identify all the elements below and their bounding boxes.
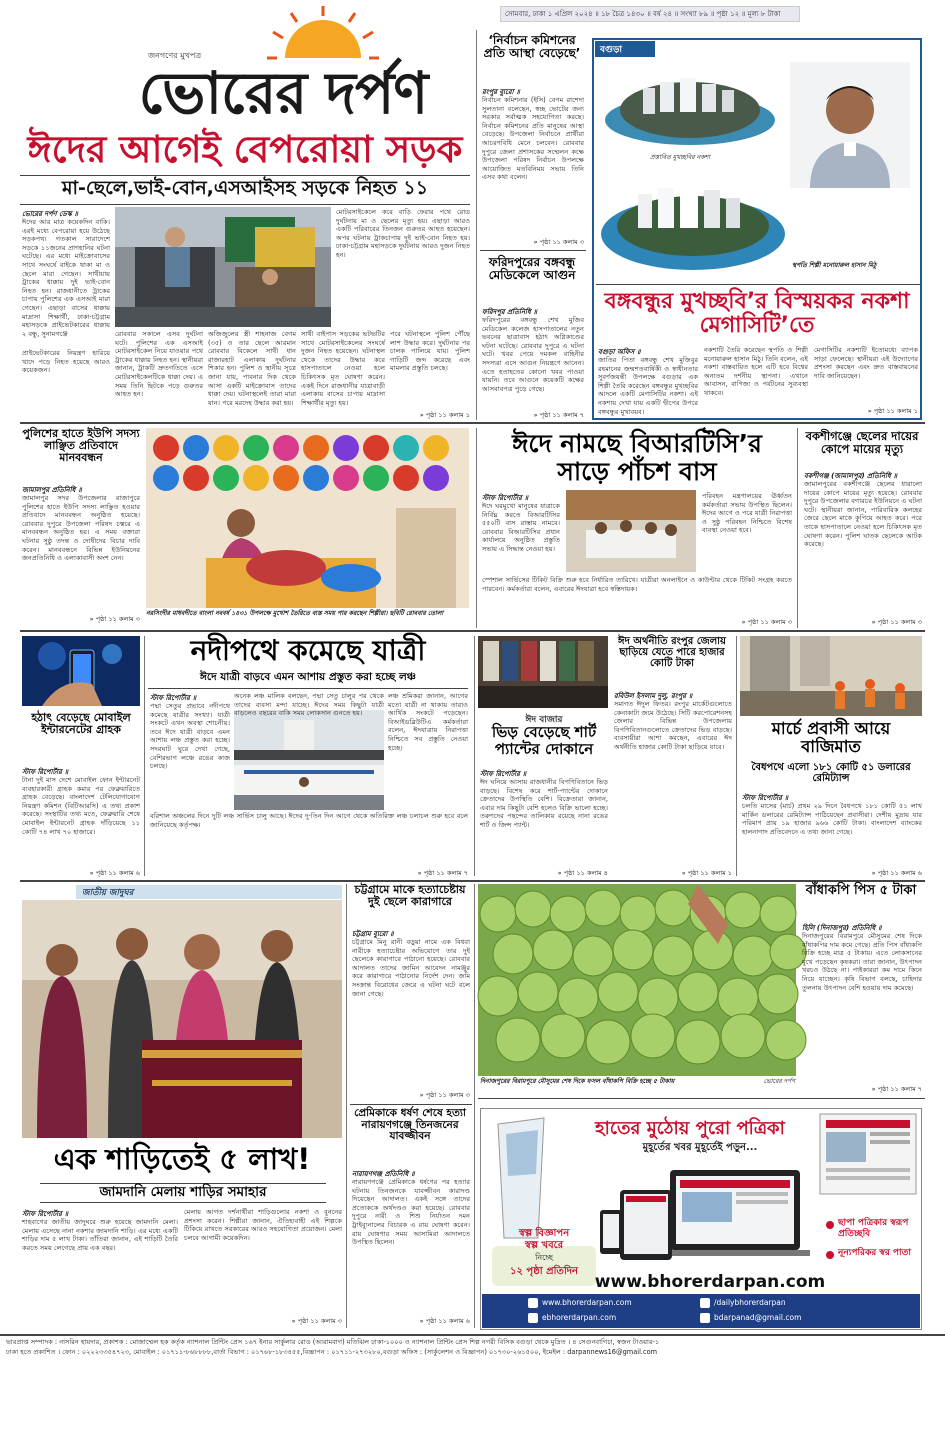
lead-col1: ঈদের আর মাত্র কয়েকদিন বাকি। এরই মধ্যে বেপরোয়া হয়ে উঠেছে সড়কপথ। গতকাল সারাদেশে সড়কে ১১জনের প্রাণহানির ঘটনা ঘটেছে। এর মধ্যে মাইক্রোবাসের সাথে সংঘর্ষে বাইকে থাকা মা ও ছেলে মারা গেছেন। সাথীয়ায় ট্রাকের ধাক্কায় দুই ভাই-বোন নিহত হন। রাজধানীতে ট্রাকের চাপায় পুলিশের এক এসআই মারা গেছেন। এছাড়া বাসের ধাক্কায় মাদ্রাসা শিক্ষার্থী, ঢাকা-চট্টগ্রাম মহাসড়কে প্রাইভেটকারের ধাক্কায় ২ বন্ধু, সুনামগঞ্জে: [22, 218, 110, 338]
up-body: জামালপুর সদর উপজেলার রাজাপুরে পুলিশের হাতে ইউপি সদস্য লাঞ্ছিত হওয়ার প্রতিবাদে মানববন্ধন অনুষ্ঠিত হয়েছে। রোববার দুপুরে উপজেলা পরিষদ চত্বরে এ মানববন্ধন অনুষ্ঠিত হয়। এ সময় বক্তারা ঘটনার সুষ্ঠু তদন্ত ও দোষীদের বিচার দাবি করেন। মানববন্ধনে বিভিন্ন ইউনিয়নের জনপ্রতিনিধি ও এলাকাবাসী অংশ নেন।: [22, 494, 140, 563]
river-body2: অনেক লঞ্চ মালিক বলছেন, পদ্মা সেতু চালুর পর থেকে তাদের ব্যবসা মন্দা যাচ্ছে। ঈদের সময় কিছুটা যাত্রী বাড়লেও বছরের বাকি সময় লোকসান গুনতে হয়।: [234, 692, 384, 718]
ad-s3[interactable]: ebhorerdarpan.com: [542, 1313, 617, 1322]
ad-feature2: নূন্যপরিকর স্বর পাতা: [838, 1248, 912, 1258]
ad-bubble1: স্বল্প বিজ্ঞাপন: [518, 1228, 570, 1239]
brtc-cont: » পৃষ্ঠা ১১ কলাম ৩: [741, 618, 792, 626]
lead-col4: অজিজুলের স্ত্রী শাহনাজ বেগম (৩৫) ও তার ছেলে আরমান রোববার বিকেলে সাথী ধান রাজারহাট এলাকায় দুর্ঘটনার শিকার হন। পুলিশ ও স্থানীয় সূত্রে জানা যায়, পাবনার দিক থেকে আসা একটি মাইক্রোবাস তাদের ধাক্কা দেয়। ঘটনাস্থলেই তারা মারা যান। পরে মরদেহ উদ্ধার করা হয়।: [208, 330, 296, 407]
cabbage-caption: দিনাজপুরের বিরামপুরে মৌসুমের শেষ দিকে ফসল বাঁধাকপি বিক্রি হচ্ছে ৫ টাকায়: [480, 1078, 675, 1085]
lead-col5: সাথী বাইপাস সড়কের ভটভটির সাথে মোটরসাইকেলের সংঘর্ষে দুজন নিহত হয়েছেন। ঘটনাস্থল থেকে তাদের উদ্ধার করে হাসপাতালে নেওয়া হলে চিকিৎসক মৃত ঘোষণা করেন। একই দিনে রাজধানীর যাত্রাবাড়ী এলাকায় বাসের চাপায় মাদ্রাসা শিক্ষার্থীর মৃত্যু হয়।: [301, 330, 385, 407]
bogura-caption-right: স্থপতি শিল্পী মনোয়ারুল হাসান মিঠু: [792, 262, 877, 269]
rangpur-byline: রবিউল ইসলাম দুলু, রংপুর ॥: [614, 692, 693, 700]
ad-subtitle: মুহূর্তের খবর মুহূর্তেই পড়ুন...: [642, 1142, 758, 1153]
election-cont: » পৃষ্ঠা ১১ কলাম ৩: [533, 238, 584, 246]
ad-rolled-paper: [488, 1114, 554, 1242]
lead-photo: [115, 207, 331, 327]
brtc-body3: স্পেশাল সার্ভিসের টিকিট বিক্রি শুরু হবে নির্ধারিত তারিখে। যাত্রীরা অনলাইনে ও কাউন্টার থেকে টিকিট সংগ্রহ করতে পারবেন। কর্মকর্তারা বলেন, এবারের ঈদযাত্রা হবে স্বস্তিদায়ক।: [482, 576, 792, 593]
bakshi-body: জামালপুরের বকশীগঞ্জে ছেলের ধারালো দায়ের কোপে মায়ের মৃত্যু হয়েছে। রোববার দুপুরে উপজেলার বগারচর ইউনিয়নে এ ঘটনা ঘটে। স্থানীয়রা জানান, পারিবারিক কলহের জেরে ছেলে মাকে কুপিয়ে আহত করে। পরে তাকে হাসপাতালে নেওয়া হলে চিকিৎসক মৃত ঘোষণা করেন। পুলিশ ঘাতক ছেলেকে আটক করেছে।: [804, 480, 922, 549]
bogura-render-bottom: [598, 164, 788, 274]
remit-body: চলতি মাসের (মার্চ) প্রথম ২৯ দিনে বৈধপথে ১৮১ কোটি ৫১ লাখ মার্কিন ডলারের রেমিট্যান্স পাঠিয়েছেন প্রবাসীরা। দেশীয় মুদ্রায় যার পরিমাণ প্রায় ১৯ হাজার ৯৬৬ কোটি টাকা। বাংলাদেশ ব্যাংকের হালনাগাদ প্রতিবেদনে এ তথ্য জানা গেছে।: [742, 802, 922, 836]
mobile-cont: » পৃষ্ঠা ১১ কলাম ৬: [89, 869, 140, 877]
lead-subhead: মা-ছেলে,ভাই-বোন,এসআইসহ সড়কে নিহত ১১: [61, 177, 429, 199]
museum-photo: [22, 900, 342, 1138]
museum-subhead: জামদানি মেলায় শাড়ির সমাহার: [99, 1184, 267, 1200]
bakshi-headline: বকশীগঞ্জে ছেলের দায়ের কোপে মায়ের মৃত্যু: [805, 429, 919, 456]
web-icon: [528, 1298, 538, 1308]
shirt-cont: » পৃষ্ঠা ১১ কলাম ৪: [557, 869, 608, 877]
river-byline: স্টাফ রিপোর্টার ॥: [150, 694, 197, 702]
brtc-body2: পরিবহন মন্ত্রণালয়ের ঊর্ধ্বতন কর্মকর্তারা সভায় উপস্থিত ছিলেন। ঈদের আগে ও পরে যাত্রী নিরাপত্তা ও সুষ্ঠু পরিবহন নিশ্চিতে বিশেষ ব্যবস্থা নেওয়া হবে।: [702, 492, 792, 535]
up-cont: » পৃষ্ঠা ১১ কলাম ৩: [89, 615, 140, 623]
bakshi-cont: » পৃষ্ঠা ১১ কলাম ৩: [871, 618, 922, 626]
shirt-headline: ভিড় বেড়েছে শার্ট প্যান্টের দোকানে: [491, 723, 597, 758]
ad-s4[interactable]: bdarpanad@gmail.com: [714, 1313, 802, 1322]
brtc-headline: ঈদে নামছে বিআরটিসি’র সাড়ে পাঁচশ বাস: [512, 429, 762, 486]
ctg-cont: » পৃষ্ঠা ১১ কলাম ৩: [419, 1091, 470, 1099]
river-body3: লঞ্চ শ্রমিকরা জানান, আগের মতো যাত্রী না থাকায় তারাও আর্থিক সংকটে পড়েছেন। বিআইডব্লিউটিএ কর্মকর্তারা বলেন, ঈদযাত্রায় নিরাপত্তা নিশ্চিতে সব প্রস্তুতি নেওয়া হচ্ছে।: [388, 692, 468, 752]
facebook-icon: [700, 1298, 710, 1308]
badha-cont: » পৃষ্ঠা ১১ কলাম ৭: [871, 1085, 922, 1093]
faridpur-headline: ফরিদপুরের বঙ্গবন্ধু মেডিকেলে আগুন: [488, 255, 576, 283]
dateline: সোমবার, ঢাকা ১ এপ্রিল ২০২৪ ॥ ১৮ চৈত্র ১৪৩০ ॥ বর্ষ ২৪ ॥ সংখ্যা ৮৯ ॥ পৃষ্ঠা ১২ ॥ মূল্য ৮ টাকা: [505, 10, 781, 18]
bakshi-byline: বকশীগঞ্জ (জামালপুর) প্রতিনিধি ॥: [804, 472, 898, 480]
bogura-headline: বঙ্গবন্ধুর মুখচ্ছবি’র বিস্ময়কর নকশা মেগাসিটি’তে: [604, 289, 910, 339]
bogura-body2: নকশাটি তৈরি করেছেন স্থপতি ও শিল্পী মনোয়ারুল হাসান মিঠু। তিনি বলেন, এই নকশা বাস্তবায়িত হলে এটি হবে বিশ্বের অন্যতম দর্শনীয় স্থাপনা। এখানে আবাসন, বাণিজ্য ও পর্যটনের সুব্যবস্থা থাকবে।: [704, 346, 808, 397]
tagline: জনগণের মুখপত্র: [148, 51, 202, 60]
epaper-icon: [528, 1313, 538, 1323]
shirt-byline: স্টাফ রিপোর্টার ॥: [480, 770, 527, 778]
lead-col2: রোববার সকালে এসব দুর্ঘটনা ঘটে। পুলিশের এক এসআই মোটরসাইকেল নিয়ে যাওয়ার পথে ট্রাকের ধাক্কায় নিহত হন। স্থানীয়রা জানান, ট্রাকটি দ্রুতগতিতে এসে মোটরসাইকেলটিকে ধাক্কা দেয়। এ সময় তিনি ছিটকে পড়ে গুরুতর আহত হন।: [115, 330, 203, 399]
footer-line2: ঢাকা হতে প্রকাশিত । ফোন : ০২২২৩৩৫৪৭২৩, মোবাইল : ০১৭১১-৮৬৮৮৮৮,বার্তা বিভাগ : ০১৭৬৮-১৮৩৪৫৫,বিজ্ঞাপন : ০১৭১১-২৭৩২৮০,বগুড়া অফিস : (সার্কুলেশন ও বিজ্ঞাপন) ০১৭৩০-২৬১৫০০, ইমেইল : darpannews16@gmail.com: [6, 1348, 658, 1356]
shirt-photo: [478, 636, 608, 708]
bullet-icon: [826, 1221, 834, 1229]
ad-title: হাতের মুঠোয় পুরো পত্রিকা: [595, 1118, 785, 1139]
remit-subhead: বৈধপথে এলো ১৮১ কোটি ৫১ ডলারের রেমিট্যান্স: [751, 762, 911, 784]
ad-bubble3: নিচ্ছে: [535, 1253, 553, 1262]
ad-devices: [600, 1160, 810, 1270]
bogura-cont: » পৃষ্ঠা ১১ কলাম ১: [867, 407, 918, 415]
ad-newspapers-thumb: [818, 1112, 918, 1196]
mobile-body: টানা দুই মাস দেশে মোবাইল ফোন ইন্টারনেট ব্যবহারকারী গ্রাহক কমার পর ফেব্রুয়ারিতে গ্রাহক বেড়েছে। বাংলাদেশ টেলিযোগাযোগ নিয়ন্ত্রণ কমিশন (বিটিআরসি) এ তথ্য প্রকাশ করেছে। সংস্থাটির তথ্য মতে, ফেব্রুয়ারি শেষে মোবাইল ইন্টারনেট গ্রাহক দাঁড়িয়েছে ১১ কোটি ৭৪ লাখ ৭০ হাজারে।: [22, 776, 140, 836]
museum-headline: এক শাড়িতেই ৫ লাখ!: [53, 1142, 311, 1176]
faridpur-byline: ফরিদপুর প্রতিনিধি ॥: [482, 308, 538, 316]
election-body: নির্বাচন কমিশনার (ইসি) বেগম রাশেদা সুলতানা বলেছেন, স্বচ্ছ ভোটের জন্য সরকার সর্বাত্মক সহযোগিতা করছে। নির্বাচন কমিশনের প্রতি মানুষের আস্থা বেড়েছে। উপজেলা নির্বাচনে প্রার্থীরা আচরণবিধি মেনে চলবেন। রোববার দুপুরে জেলা প্রশাসকের সম্মেলন কক্ষে উপজেলা পরিষদ নির্বাচন উপলক্ষে আয়োজিত মতবিনিময় সভায় তিনি এসব কথা বলেন।: [482, 96, 584, 182]
lead-col3: মোটরসাইকেলে করে বাড়ি ফেরার পথে রোড দুর্ঘটনায় মা ও ছেলের মৃত্যু হয়। এছাড়া আরও একটি পরিবারের তিনজন গুরুতর আহত হয়েছেন। অপর ঘটনায় ট্রাকচাপায় দুই ভাই-বোন নিহত হয়। ঢাকা-চট্টগ্রাম মহাসড়কে দুর্ঘটনায় আরও দুজন নিহত হন।: [336, 208, 470, 259]
remit-photo: [740, 636, 922, 716]
brtc-byline: স্টাফ রিপোর্টার ॥: [482, 494, 529, 502]
badha-body: দিনাজপুরের বিরামপুরে মৌসুমের শেষ দিকে বাঁধাকপির দাম কমে গেছে। প্রতি পিস বাঁধাকপি বিক্রি হচ্ছে মাত্র ৫ টাকায়। এতে লোকসানের মুখে পড়েছেন কৃষকরা। তারা জানান, উৎপাদন খরচও উঠছে না। পাইকাররা কম দামে কিনে নিয়ে যাচ্ছেন। কৃষি বিভাগ বলছে, চাহিদার তুলনায় উৎপাদন বেশি হওয়ায় দাম কমেছে।: [802, 932, 922, 992]
river-cont: » পৃষ্ঠা ১১ কলাম ৭: [417, 869, 468, 877]
bogura-tag-label: বগুড়া: [600, 45, 623, 55]
ad-s1[interactable]: www.bhorerdarpan.com: [542, 1298, 632, 1307]
mail-icon: [700, 1313, 710, 1323]
rangpur-body: সমাগত ঈদুল ফিতর। রংপুর মার্কেটগুলোতে কেনাকাটা জমে উঠেছে। সিটি করপোরেশনসহ জেলার বিভিন্ন উপজেলায় বিপণিবিতানগুলোতে ক্রেতাদের ভিড় বাড়ছে। ব্যবসায়ীরা আশা করছেন, এবারের ঈদ অর্থনীতি হাজার কোটি টাকা ছাড়িয়ে যাবে।: [614, 700, 732, 751]
rangpur-headline: ঈদ অর্থনীতি রংপুর জেলায় ছাড়িয়ে যেতে পারে হাজার কোটি টাকা: [618, 636, 726, 669]
remit-cont: » পৃষ্ঠা ১১ কলাম ৬: [871, 869, 922, 877]
river-headline: নদীপথে কমেছে যাত্রী: [190, 634, 426, 667]
museum-body1: শাহবাগের জাতীয় জাদুঘরে শুরু হয়েছে জামদানি মেলা। মেলায় এসেছে নানা নকশার জামদানি শাড়ি। এর মধ্যে একটি শাড়ির দাম ৫ লাখ টাকা। তাঁতিরা জানান, এই শাড়িটি তৈরি করতে সময় লেগেছে প্রায় এক বছর।: [22, 1218, 178, 1252]
cabbage-photo: [478, 884, 796, 1076]
ad-s2[interactable]: /dailybhorerdarpan: [714, 1298, 786, 1307]
bullet-icon: [826, 1251, 834, 1259]
remit-byline: স্টাফ রিপোর্টার ॥: [742, 794, 789, 802]
bogura-byline: বগুড়া অফিস ॥: [598, 348, 641, 356]
badha-headline: বাঁধাকপি পিস ৫ টাকা: [805, 883, 917, 898]
mobile-byline: স্টাফ রিপোর্টার ॥: [22, 768, 69, 776]
bogura-render-top: [598, 60, 783, 152]
lead-headline: ঈদের আগেই বেপরোয়া সড়ক: [27, 128, 463, 171]
footer-line1: ভারপ্রাপ্ত সম্পাদক : নাসরিন হায়দার, প্রকাশক : মোজাম্মেল হক কর্তৃক ন্যাশনাল প্রিন্টিং প্রেস ১৬৭ ইনার সার্কুলার রোড (আরামবাগ) মতিঝিল ঢাকা-১০০০ ও ন্যাশনাল প্রিন্টিং প্রেস শিল্প নগরী বিসিক বগুড়া থেকে মুদ্রিত । ৪ সেগুনবাগিচা, স্বজন টাওয়ার-১: [6, 1338, 660, 1346]
lead-byline: ভোরের দর্পণ ডেস্ক ॥: [22, 210, 78, 218]
river-body1: পদ্মা সেতুর প্রভাবে নদীপথে কমেছে যাত্রীর সংখ্যা। যাত্রী সংকটে এখন অবস্থা শোচনীয়। তবে ঈদে যাত্রী বাড়বে এমন আশায় লঞ্চ প্রস্তুত করা হচ্ছে। সদরঘাট ঘুরে দেখা গেছে, বেশিরভাগ লঞ্চে রঙের কাজ চলছে।: [150, 702, 230, 771]
cabbage-credit: ভোরের দর্পণ: [763, 1078, 795, 1085]
museum-body2: মেলায় আগত দর্শনার্থীরা শাড়িগুলোর নকশা ও বুননের প্রশংসা করেন। শিল্পীরা জানান, ঐতিহ্যবাহী এই শিল্পকে টিকিয়ে রাখতে সরকারের আরও সহযোগিতা প্রয়োজন। মেলা চলবে আগামী কয়েকদিন।: [184, 1208, 342, 1242]
brtc-body1: ঈদে ঘরমুখো মানুষের যাত্রাকে নির্বিঘ্ন করতে বিআরটিসির ৫৫০টি বাস রাস্তায় নামবে। রোববার বিআরটিসির প্রধান কার্যালয়ে অনুষ্ঠিত প্রস্তুতি সভায় এ সিদ্ধান্ত নেওয়া হয়।: [482, 502, 560, 553]
mobile-headline: হঠাৎ বেড়েছে মোবাইল ইন্টারনেটের গ্রাহক: [31, 711, 131, 737]
up-byline: জামালপুর প্রতিনিধি ॥: [22, 486, 82, 494]
masks-caption: নরসিংদীর মাধবদীতে বাংলা নববর্ষ ১৪৩১ উপলক্ষে মুখোশ তৈরিতে ব্যস্ত সময় পার করছেন শিল্পীরা। ছবিটি রোববার তোলা: [146, 610, 444, 617]
ad-feature1: ছাপা পত্রিকার স্বরূপ প্রতিচ্ছবি: [838, 1218, 909, 1239]
brtc-photo: [566, 490, 696, 572]
bogura-body1: জাতির পিতা বঙ্গবন্ধু শেখ মুজিবুর রহমানের জন্মশতবার্ষিকী ও স্বাধীনতার সুবর্ণজয়ন্তী উপলক্ষে বগুড়ার এক শিল্পী তৈরি করেছেন বঙ্গবন্ধুর মুখচ্ছবির আদলে একটি মেগাসিটির নকশা। এই নকশায় দেখা যায় একটি দ্বীপের উপরে বঙ্গবন্ধুর মুখাবয়ব।: [598, 356, 698, 416]
ctg-body: চট্টগ্রামে মিনু রানী বড়ুয়া নামে এক বিধবা নারীকে হত্যাচেষ্টার অভিযোগে তার দুই ছেলেকে কারাগারে পাঠানো হয়েছে। রোববার আদালত তাদের জামিন আবেদন নামঞ্জুর করে কারাগারে পাঠানোর নির্দেশ দেন। জমি সংক্রান্ত বিরোধের জেরে এ ঘটনা ঘটে বলে জানা গেছে।: [352, 938, 470, 998]
remit-headline: মার্চে প্রবাসী আয়ে বাজিমাত: [771, 719, 891, 757]
river-subhead: ঈদে যাত্রী বাড়বে এমন আশায় প্রস্তুত করা হচ্ছে লঞ্চ: [200, 671, 416, 683]
narayanganj-byline: নারায়ণগঞ্জ প্রতিনিধি ॥: [352, 1170, 415, 1178]
shirt-tag: ঈদ বাজার: [525, 715, 563, 725]
election-byline: রংপুর ব্যুরো ॥: [482, 88, 520, 96]
shirt-body: ঈদ ঘনিয়ে আসায় রাজধানীর বিপণিবিতানে ভিড় বাড়ছে। বিশেষ করে শার্ট-প্যান্টের দোকানে ক্রেতাদের উপস্থিতি বেশি। বিক্রেতারা জানান, এবার দাম কিছুটা বেশি হলেও বিক্রি ভালো হচ্ছে। তরুণদের পছন্দের তালিকায় রয়েছে নানা রঙের শার্ট ও জিন্স প্যান্ট।: [480, 778, 608, 829]
ad-bubble4: ১২ পৃষ্ঠা প্রতিদিন: [509, 1266, 579, 1277]
lead-col1b: প্রাইভেটকারের নিয়ন্ত্রণ হারিয়ে খাদে পড়ে নিহত হয়েছে আরও কয়েকজন।: [22, 349, 110, 375]
museum-cont: » পৃষ্ঠা ১১ কলাম ৩: [291, 1317, 342, 1325]
museum-tag: জাতীয় জাদুঘর: [82, 888, 134, 898]
rangpur-cont: » পৃষ্ঠা ১১ কলাম ১: [681, 869, 732, 877]
ad-url[interactable]: www.bhorerdarpan.com: [594, 1272, 826, 1292]
bogura-caption-left: প্রস্তাবিত মুখচ্ছবির নকশা: [650, 154, 711, 161]
lead-cont: » পৃষ্ঠা ১১ কলাম ১: [419, 411, 470, 419]
faridpur-cont: » পৃষ্ঠা ১১ কলাম ৭: [533, 411, 584, 419]
ctg-headline: চট্টগ্রামে মাকে হত্যাচেষ্টায় দুই ছেলে কারাগারে: [354, 883, 466, 909]
river-body4: বরিশাল অঞ্চলের দিনে দুটি লঞ্চ সার্ভিস চালু আছে। ঈদের দু-তিন দিন আগে থেকে অতিরিক্ত লঞ্চ চলাচল শুরু হবে বলে জানিয়েছে কর্তৃপক্ষ।: [150, 812, 468, 829]
narayanganj-headline: প্রেমিকাকে ধর্ষণ শেষে হত্যা নারায়ণগঞ্জে তিনজনের যাবজ্জীবন: [354, 1107, 466, 1143]
ctg-byline: চট্টগ্রাম ব্যুরো ॥: [352, 930, 394, 938]
river-photo: [234, 710, 384, 810]
bogura-portrait: [790, 62, 910, 188]
narayanganj-body: নারায়ণগঞ্জে প্রেমিকাকে ধর্ষণের পর হত্যার ঘটনায় তিনজনকে যাবজ্জীবন কারাদণ্ড দিয়েছেন আদালত। একই সঙ্গে তাদের প্রত্যেককে অর্থদণ্ডও করা হয়েছে। রোববার দুপুরে নারী ও শিশু নির্যাতন দমন ট্রাইব্যুনালের বিচারক এ রায় ঘোষণা করেন। রায় ঘোষণার সময় আসামিরা আদালতে উপস্থিত ছিলেন।: [352, 1178, 470, 1247]
ad-bubble2: স্বল্প খবরে: [524, 1240, 564, 1251]
narayanganj-cont: » পৃষ্ঠা ১১ কলাম ৬: [419, 1317, 470, 1325]
lead-col6: পরে ঘটনাস্থলে পুলিশ পৌঁছে লাশ উদ্ধার করে। দুর্ঘটনার পর চালক পালিয়ে যায়। পুলিশ গাড়িটি জব্দ করেছে এবং মামলার প্রস্তুতি চলছে।: [390, 330, 470, 373]
masthead-title: ভোরের দর্পণ: [138, 59, 428, 127]
mobile-photo: [22, 636, 140, 706]
faridpur-body: ফরিদপুরের বঙ্গবন্ধু শেখ মুজিব মেডিকেল কলেজ হাসপাতালের নতুন ভবনের ছাত্রাবাস হঠাৎ অগ্নিকাণ্ডের ঘটনা ঘটেছে। রোববার দুপুরে এ ঘটনা ঘটে। খবর পেয়ে দমকল বাহিনীর সদস্যরা এসে আগুন নিয়ন্ত্রণে আনেন। এতে হতাহতের কোনো খবর পাওয়া যায়নি। তবে আগুনে কয়েকটি কক্ষের আসবাবপত্র পুড়ে গেছে।: [482, 316, 584, 393]
up-headline: পুলিশের হাতে ইউপি সদস্য লাঞ্ছিত প্রতিবাদে মানববন্ধন: [22, 427, 140, 465]
museum-byline: স্টাফ রিপোর্টার ॥: [22, 1210, 69, 1218]
masthead-logo: [88, 28, 478, 128]
bogura-body3: মেগাসিটির নকশাটি ইতোমধ্যে ব্যাপক সাড়া ফেলেছে। স্থানীয়রা এই উদ্যোগের প্রশংসা করছেন এবং দ্রুত বাস্তবায়নের দাবি জানিয়েছেন।: [814, 346, 918, 380]
badha-byline: হিলি (দিনাজপুর) প্রতিনিধি ॥: [802, 924, 882, 932]
election-headline: ‘নির্বাচন কমিশনের প্রতি আস্থা বেড়েছে’: [483, 33, 581, 61]
masks-photo: [146, 428, 469, 608]
